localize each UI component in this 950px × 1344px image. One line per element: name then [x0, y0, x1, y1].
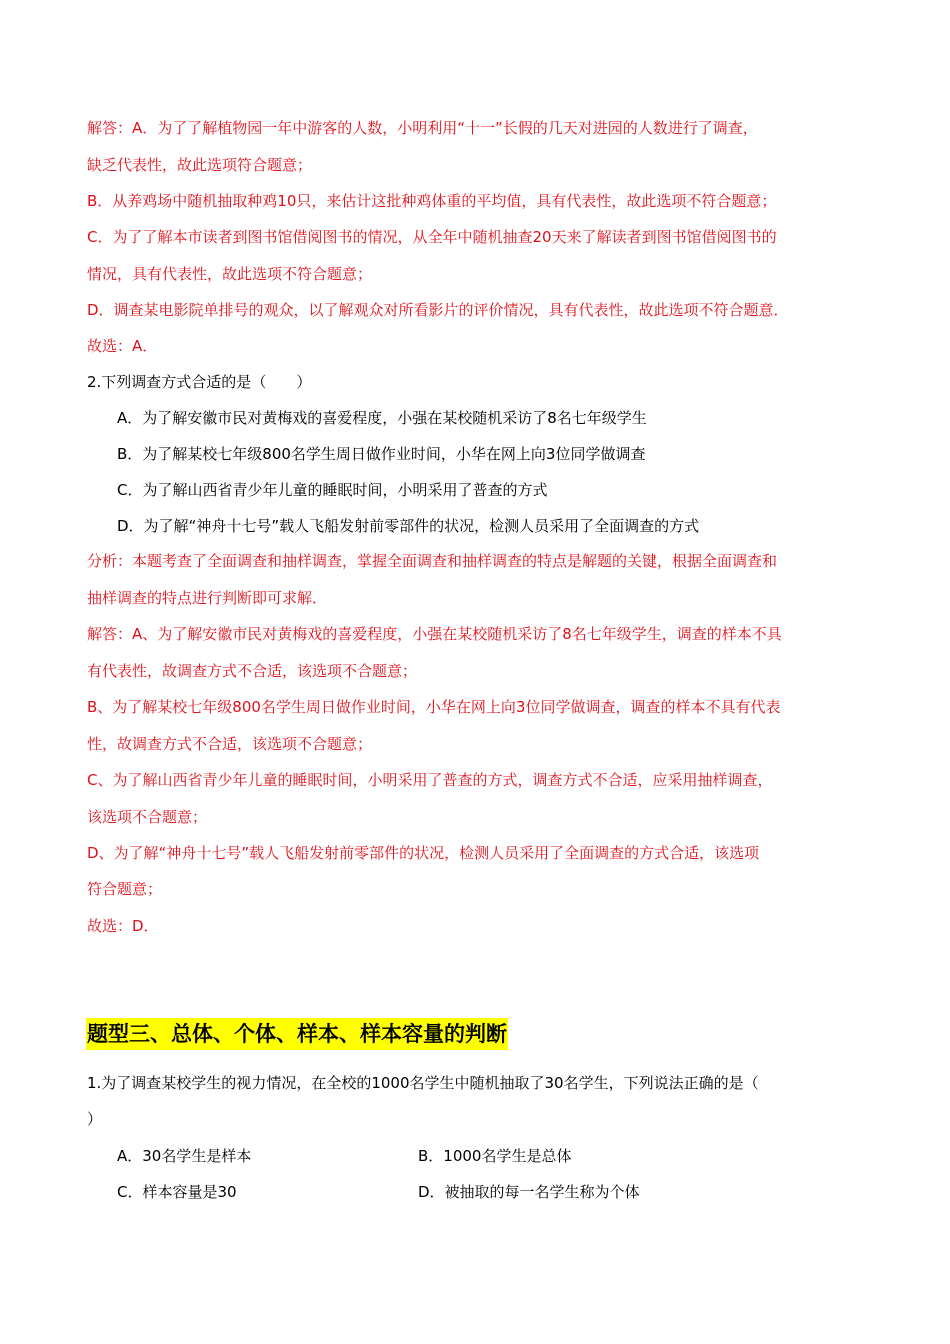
answer-text: 符合题意； [87, 880, 163, 898]
option-d: D．为了解“神舟十七号”载人飞船发射前零部件的状况，检测人员采用了全面调查的方式 [117, 517, 700, 535]
option-b: B．1000名学生是总体 [418, 1147, 572, 1165]
answer-text: 情况，具有代表性，故此选项不符合题意； [87, 265, 373, 283]
answer-text: 有代表性，故调查方式不合适，该选项不合题意； [87, 662, 418, 680]
analysis-text: 分析：本题考查了全面调查和抽样调查，掌握全面调查和抽样调查的特点是解题的关键，根据全面调查和 [87, 552, 778, 570]
option-d: D．被抽取的每一名学生称为个体 [418, 1183, 640, 1201]
option-b: B．为了解某校七年级800名学生周日做作业时间，小华在网上向3位同学做调查 [117, 445, 646, 463]
option-c: C．为了解山西省青少年儿童的睡眠时间，小明采用了普查的方式 [117, 481, 548, 499]
answer-text: D．调查某电影院单排号的观众，以了解观众对所看影片的评价情况，具有代表性，故此选项不符合题意． [87, 301, 789, 319]
answer-text: C．为了了解本市读者到图书馆借阅图书的情况，从全年中随机抽查20天来了解读者到图书馆借阅图书的 [87, 228, 777, 246]
answer-text: 解答：A．为了了解植物园一年中游客的人数，小明利用“十一”长假的几天对进园的人数进行了调查， [87, 119, 758, 137]
question-stem: 1.为了调查某校学生的视力情况，在全校的1000名学生中随机抽取了30名学生，下列说法正确的是（ [87, 1074, 759, 1092]
section-heading: 题型三、总体、个体、样本、样本容量的判断 [86, 1018, 508, 1050]
answer-text: 故选：A． [87, 337, 158, 355]
answer-text: 性，故调查方式不合适，该选项不合题意； [87, 735, 373, 753]
option-a: A．为了解安徽市民对黄梅戏的喜爱程度，小强在某校随机采访了8名七年级学生 [117, 409, 647, 427]
answer-text: B、为了解某校七年级800名学生周日做作业时间，小华在网上向3位同学做调查，调查的样本不具有代表 [87, 698, 781, 716]
answer-text: 解答：A、为了解安徽市民对黄梅戏的喜爱程度，小强在某校随机采访了8名七年级学生，调查的样本不具 [87, 625, 782, 643]
answer-text: 故选：D． [87, 917, 159, 935]
answer-text: D、为了解“神舟十七号”载人飞船发射前零部件的状况，检测人员采用了全面调查的方式合适，该选项 [87, 844, 760, 862]
question-stem: ） [87, 1110, 103, 1128]
analysis-text: 抽样调查的特点进行判断即可求解． [87, 589, 328, 607]
answer-text: C、为了解山西省青少年儿童的睡眠时间，小明采用了普查的方式，调查方式不合适，应采用抽样调查， [87, 771, 773, 789]
answer-text: B．从养鸡场中随机抽取种鸡10只，来估计这批种鸡体重的平均值，具有代表性，故此选项不符合题意； [87, 192, 777, 210]
answer-text: 缺乏代表性，故此选项符合题意； [87, 156, 313, 174]
answer-text: 该选项不合题意； [87, 808, 208, 826]
option-c: C．样本容量是30 [117, 1183, 237, 1201]
option-a: A．30名学生是样本 [117, 1147, 252, 1165]
question-stem: 2.下列调查方式合适的是（ ） [87, 373, 312, 391]
